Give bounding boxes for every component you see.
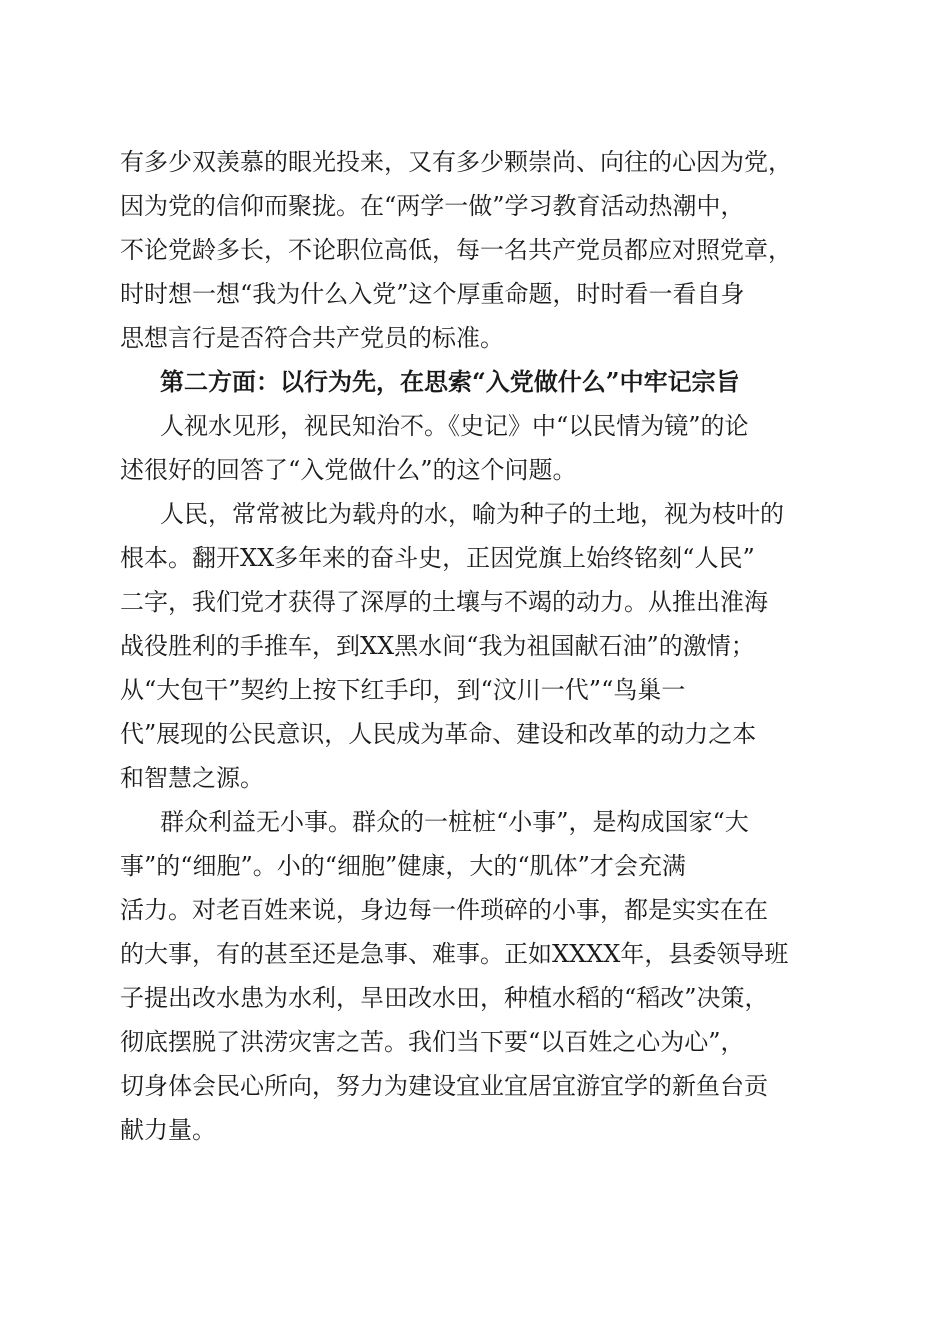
paragraph-line: 思想言行是否符合共产党员的标准。: [120, 324, 504, 352]
paragraph-line: 战役胜利的手推车，到XX黑水间“我为祖国献石油”的激情；: [120, 632, 755, 660]
document-body: [120, 140, 845, 1152]
paragraph-line: 子提出改水患为水利，旱田改水田，种植水稻的“稻改”决策，: [120, 984, 769, 1012]
paragraph-line: 不论党龄多长，不论职位高低，每一名共产党员都应对照党章，: [120, 236, 792, 264]
paragraph-line: 述很好的回答了“入党做什么”的这个问题。: [120, 456, 577, 484]
paragraph-line: 从“大包干”契约上按下红手印，到“汶川一代”“鸟巢一: [120, 676, 686, 704]
paragraph-line: 切身体会民心所向，努力为建设宜业宜居宜游宜学的新鱼台贡: [120, 1072, 768, 1100]
paragraph-line: 彻底摆脱了洪涝灾害之苦。我们当下要“以百姓之心为心”，: [120, 1028, 745, 1056]
paragraph-line: 二字，我们党才获得了深厚的土壤与不竭的动力。从推出淮海: [120, 588, 768, 616]
paragraph-line: 和智慧之源。: [120, 764, 264, 792]
section-heading: 第二方面：以行为先，在思索“入党做什么”中牢记宗旨: [160, 367, 740, 396]
paragraph-line: 的大事，有的甚至还是急事、难事。正如XXXX年，县委领导班: [120, 940, 789, 968]
paragraph-line: 献力量。: [120, 1116, 216, 1144]
paragraph-line: 代”展现的公民意识，人民成为革命、建设和改革的动力之本: [120, 720, 757, 748]
paragraph-line: 活力。对老百姓来说，身边每一件琐碎的小事，都是实实在在: [120, 896, 768, 924]
paragraph-line: 事”的“细胞”。小的“细胞”健康，大的“肌体”才会充满: [120, 852, 686, 880]
paragraph-line: 根本。翻开XX多年来的奋斗史，正因党旗上始终铭刻“人民”: [120, 544, 755, 572]
paragraph-line: 群众利益无小事。群众的一桩桩“小事”，是构成国家“大: [160, 808, 749, 836]
paragraph-line: 有多少双羡慕的眼光投来，又有多少颗崇尚、向往的心因为党，: [120, 148, 792, 176]
paragraph-line: 因为党的信仰而聚拢。在“两学一做”学习教育活动热潮中，: [120, 192, 745, 220]
paragraph-line: 时时想一想“我为什么入党”这个厚重命题，时时看一看自身: [120, 280, 745, 308]
paragraph-line: 人民，常常被比为载舟的水，喻为种子的土地，视为枝叶的: [160, 500, 784, 528]
paragraph-line: 人视水见形，视民知治不。《史记》中“以民情为镜”的论: [160, 412, 749, 440]
